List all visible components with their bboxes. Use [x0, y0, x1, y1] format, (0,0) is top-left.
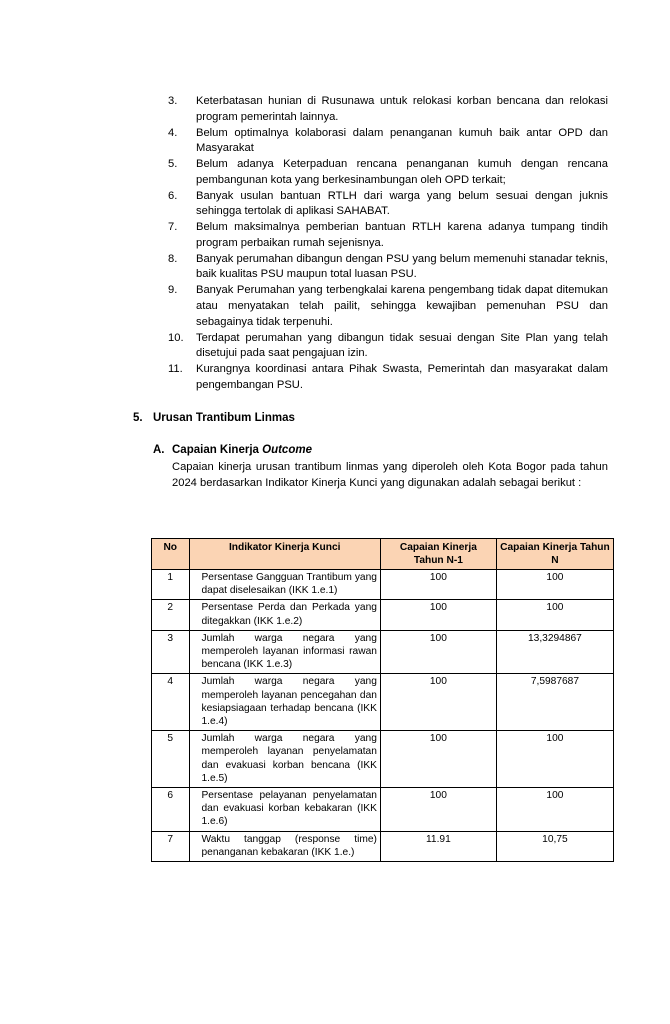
cell-n: 100 [496, 570, 613, 600]
list-item: 7. Belum maksimalnya pemberian bantuan RTLH karena adanya tumpang tindih program perbaikan rumah sejenisnya. [168, 221, 608, 249]
cell-n1: 100 [380, 570, 496, 600]
cell-n1: 100 [380, 788, 496, 832]
table-row [152, 674, 614, 731]
cell-n1: 11.91 [380, 831, 496, 861]
list-item: 4. Belum optimalnya kolaborasi dalam penanganan kumuh baik antar OPD dan Masyarakat [168, 126, 608, 155]
list-item: 6. Banyak usulan bantuan RTLH dari warga yang belum sesuai dengan juknis sehingga tertolak di aplikasi SAHABAT. [168, 189, 608, 218]
problem-list [168, 94, 608, 394]
table-row [152, 788, 614, 832]
cell-no: 6 [152, 788, 190, 832]
cell-n: 100 [496, 788, 613, 832]
intro-paragraph: Capaian kinerja urusan trantibum linmas yang diperoleh oleh Kota Bogor pada tahun 2024 berdasarkan Indikator Kinerja Kunci yang digunakan adalah sebagai berikut : [172, 461, 608, 489]
cell-indikator: Jumlah warga negara yang memperoleh layanan pencegahan dan kesiapsiagaan terhadap bencana (IKK 1.e.4) [189, 674, 380, 731]
section-number: 5. [133, 412, 143, 424]
table-row [152, 570, 614, 600]
list-item: 8. Banyak perumahan dibangun dengan PSU yang belum memenuhi stanadar teknis, baik kualitas PSU maupun total luasan PSU. [168, 252, 608, 281]
cell-indikator: Persentase Perda dan Perkada yang ditegakkan (IKK 1.e.2) [189, 600, 380, 630]
subsection-heading [153, 444, 312, 456]
header-no: No [152, 539, 190, 570]
cell-no: 7 [152, 831, 190, 861]
table-row [152, 600, 614, 630]
table-row [152, 831, 614, 861]
cell-no: 3 [152, 630, 190, 674]
cell-n: 100 [496, 731, 613, 788]
list-item: 11. Kurangnya koordinasi antara Pihak Swasta, Pemerintah dan masyarakat dalam pengembangan PSU. [168, 363, 608, 391]
list-item: 5. Belum adanya Keterpaduan rencana penanganan kumuh dengan rencana pembangunan kota yang berkesinambungan oleh OPD terkait; [168, 158, 608, 186]
cell-no: 5 [152, 731, 190, 788]
list-item: 9. Banyak Perumahan yang terbengkalai karena pengembang tidak dapat ditemukan atau menyatakan telah pailit, sehingga kewajiban pemenuhan PSU dan sebagainya tidak terpenuhi. [168, 284, 608, 328]
cell-n: 13,3294867 [496, 630, 613, 674]
cell-no: 2 [152, 600, 190, 630]
list-item: 3. Keterbatasan hunian di Rusunawa untuk relokasi korban bencana dan relokasi program pemerintah lainnya. [168, 95, 608, 123]
cell-n1: 100 [380, 674, 496, 731]
subsection-number: A. [153, 444, 165, 456]
cell-no: 4 [152, 674, 190, 731]
cell-indikator: Persentase pelayanan penyelamatan dan evakuasi korban kebakaran (IKK 1.e.6) [189, 788, 380, 832]
cell-n: 100 [496, 600, 613, 630]
header-capaian-n1: Capaian Kinerja Tahun N-1 [380, 539, 496, 570]
cell-indikator: Persentase Gangguan Trantibum yang dapat diselesaikan (IKK 1.e.1) [189, 570, 380, 600]
section-title: Urusan Trantibum Linmas [153, 412, 295, 424]
cell-n: 7,5987687 [496, 674, 613, 731]
cell-indikator: Jumlah warga negara yang memperoleh layanan penyelamatan dan evakuasi korban bencana (IKK 1.e.5) [189, 731, 380, 788]
cell-indikator: Jumlah warga negara yang memperoleh layanan informasi rawan bencana (IKK 1.e.3) [189, 630, 380, 674]
cell-n1: 100 [380, 731, 496, 788]
list-item: 10. Terdapat perumahan yang dibangun tidak sesuai dengan Site Plan yang telah disetujui pada saat pengajuan izin. [168, 331, 608, 360]
subsection-title-italic: Outcome [262, 444, 312, 456]
cell-indikator: Waktu tanggap (response time) penanganan kebakaran (IKK 1.e.) [189, 831, 380, 861]
cell-no: 1 [152, 570, 190, 600]
kpi-table [151, 538, 614, 862]
table-header-row [152, 539, 614, 570]
table-row [152, 731, 614, 788]
subsection-title: Capaian Kinerja [172, 444, 263, 456]
cell-n1: 100 [380, 630, 496, 674]
header-indikator: Indikator Kinerja Kunci [189, 539, 380, 570]
header-capaian-n: Capaian Kinerja Tahun N [496, 539, 613, 570]
cell-n1: 100 [380, 600, 496, 630]
section-heading [133, 412, 295, 424]
table-row [152, 630, 614, 674]
cell-n: 10,75 [496, 831, 613, 861]
